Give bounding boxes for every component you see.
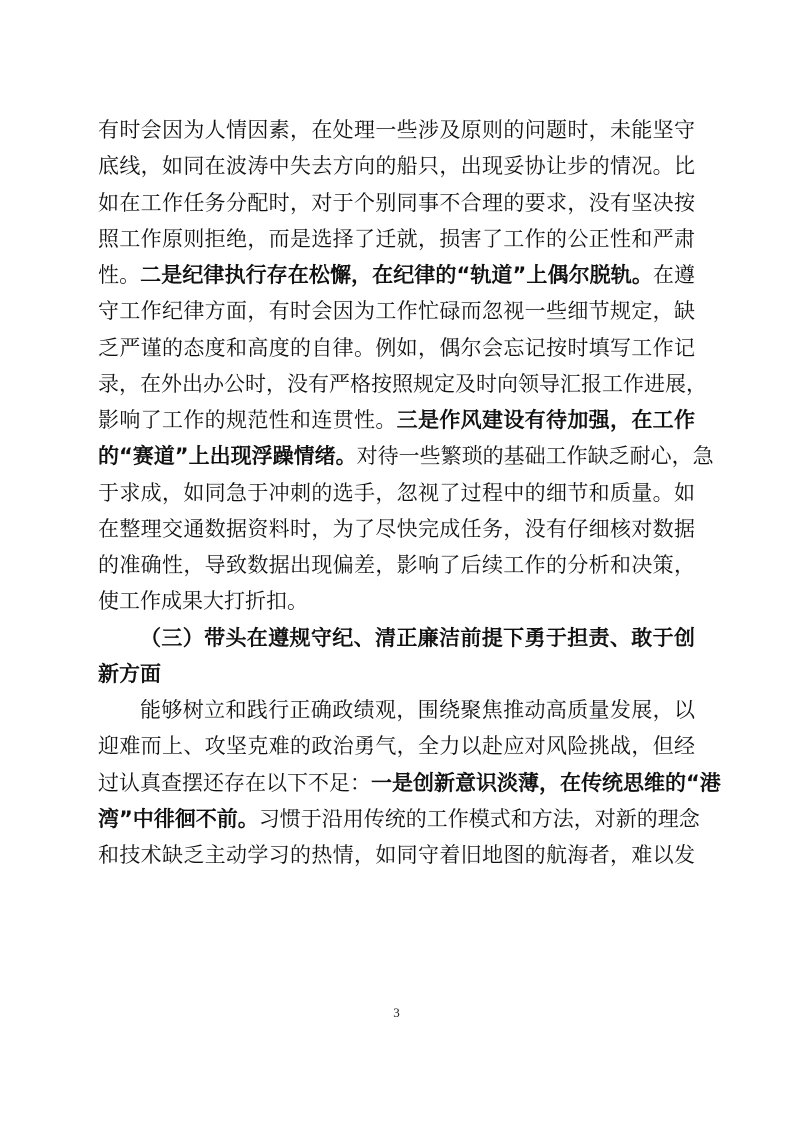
text-line: [98, 661, 695, 687]
text-line: [98, 480, 695, 506]
text-line: [140, 697, 695, 723]
text-line: [98, 443, 714, 469]
bold-text-segment: 湾”中徘徊不前。: [98, 806, 259, 831]
text-segment: 有时会因为人情因素，在处理一些涉及原则的问题时，未能坚守: [98, 118, 695, 142]
text-segment: 迎难而上、攻坚克难的政治勇气，全力以赴应对风险挑战，但经: [98, 734, 695, 759]
bold-text-segment: 一是创新意识淡薄，在传统思维的“港: [371, 770, 721, 795]
bold-text-segment: 的“赛道”上出现浮躁情绪。: [98, 444, 357, 469]
text-segment: 对待一些繁琐的基础工作缺乏耐心，急: [356, 444, 714, 469]
text-segment: 使工作成果大打折扣。: [98, 589, 308, 614]
text-line: [98, 806, 700, 832]
text-segment: 于求成，如同急于冲刺的选手，忽视了过程中的细节和质量。如: [98, 480, 695, 505]
text-segment: 性。: [98, 263, 141, 287]
text-line: [98, 588, 695, 614]
text-segment: 的准确性，导致数据出现偏差，影响了后续工作的分析和决策，: [98, 553, 695, 577]
text-line: [98, 335, 695, 361]
text-line: [98, 226, 695, 252]
text-segment: 如在工作任务分配时，对于个别同事不合理的要求，没有坚决按: [98, 190, 695, 215]
text-line: [98, 407, 695, 433]
text-line: [98, 117, 695, 143]
text-line: [98, 770, 721, 796]
text-line: [98, 190, 695, 216]
text-segment: 守工作纪律方面，有时会因为工作忙碌而忽视一些细节规定，缺: [98, 299, 695, 324]
text-segment: 照工作原则拒绝，而是选择了迁就，损害了工作的公正性和严肃: [98, 226, 695, 251]
text-line: [98, 298, 695, 324]
bold-text-segment: 新方面: [98, 661, 161, 686]
text-line: [98, 516, 695, 542]
text-line: [98, 552, 695, 578]
text-segment: 能够树立和践行正确政绩观，围绕聚焦推动高质量发展，以: [140, 698, 695, 722]
text-segment: 录，在外出办公时，没有严格按照规定及时向领导汇报工作进展，: [98, 371, 707, 396]
text-segment: 过认真查摆还存在以下不足：: [98, 770, 371, 795]
text-segment: 和技术缺乏主动学习的热情，如同守着旧地图的航海者，难以发: [98, 843, 695, 867]
text-segment: 习惯于沿用传统的工作模式和方法，对新的理念: [258, 806, 700, 831]
text-segment: 在遵: [652, 263, 696, 287]
bold-text-segment: 二是纪律执行存在松懈，在纪律的“轨道”上偶尔脱轨。: [140, 263, 653, 287]
text-line: [140, 625, 695, 651]
text-segment: 影响了工作的规范性和连贯性。: [98, 408, 397, 432]
text-line: [98, 153, 695, 179]
text-line: [98, 371, 707, 397]
bold-text-segment: 三是作风建设有待加强，在工作: [396, 408, 696, 432]
text-segment: 在整理交通数据资料时，为了尽快完成任务，没有仔细核对数据: [98, 516, 695, 541]
text-line: [98, 733, 695, 759]
page-number: 3: [393, 1005, 400, 1020]
text-line: [98, 262, 695, 288]
text-segment: 乏严谨的态度和高度的自律。例如，偶尔会忘记按时填写工作记: [98, 335, 695, 360]
text-line: [98, 842, 695, 868]
text-segment: 底线，如同在波涛中失去方向的船只，出现妥协让步的情况。比: [98, 154, 695, 179]
bold-text-segment: （三）带头在遵规守纪、清正廉洁前提下勇于担责、敢于创: [140, 625, 695, 650]
